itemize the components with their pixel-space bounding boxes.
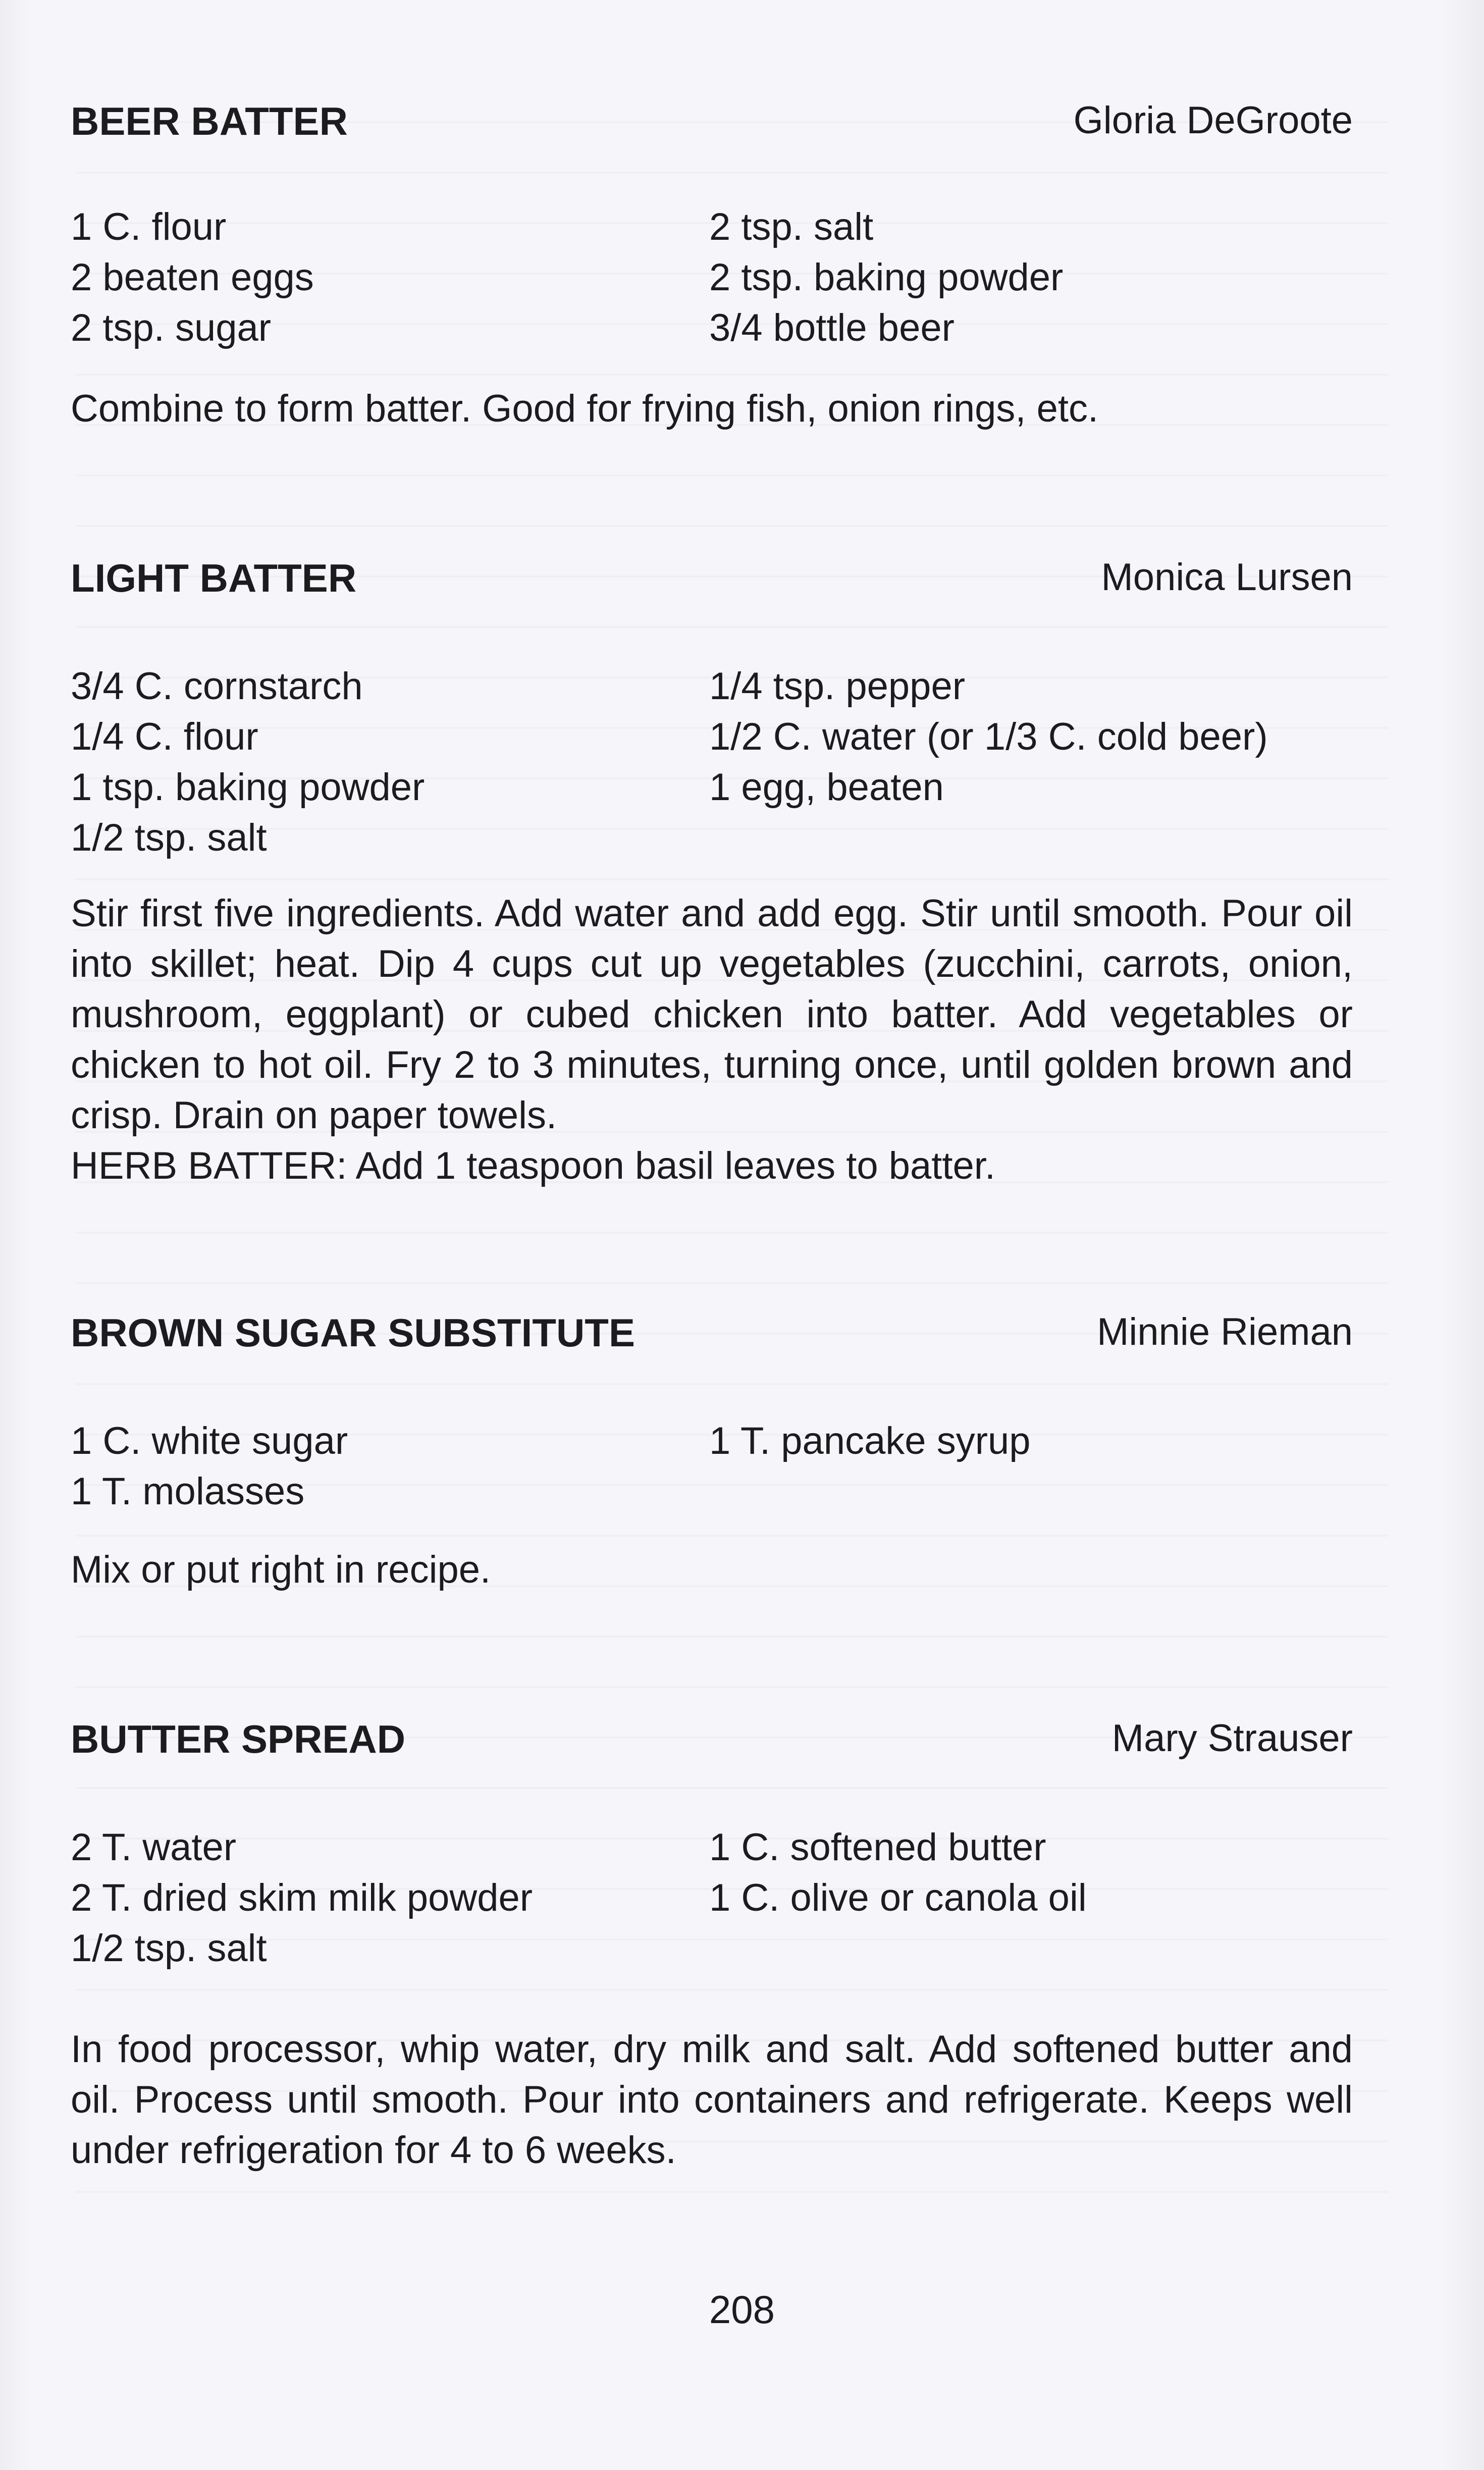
recipe-header (71, 1310, 1353, 1365)
ingredient: 2 tsp. salt (709, 205, 874, 248)
ingredient: 2 tsp. sugar (71, 306, 272, 349)
recipe-directions: In food processor, whip water, dry milk and salt. Add softened butter and oil. Process until smooth. Pour into containers and refrigerate. Keeps well under refrigeration for 4 to 6 weeks. (71, 2028, 1353, 2172)
recipe-directions: Combine to form batter. Good for frying fish, onion rings, etc. (71, 387, 1099, 430)
recipe-light-batter (71, 555, 1353, 1187)
ingredient: 1/2 tsp. salt (71, 816, 267, 859)
recipe-directions: Stir first five ingredients. Add water and add egg. Stir until smooth. Pour oil into skillet; heat. Dip 4 cups cut up vegetables (zucchini, carrots, onion, mushroom, eggplant) or cubed chicken into batter. Add vegetables or chicken to hot oil. Fry 2 to 3 minutes, turning once, until golden brown and crisp. Drain on paper towels. (71, 892, 1353, 1137)
ingredient-column-left (71, 202, 314, 353)
ingredient: 1/2 tsp. salt (71, 1927, 267, 1970)
recipe-title: BUTTER SPREAD (71, 1717, 406, 1761)
ingredient: 1 C. olive or canola oil (709, 1876, 1087, 1919)
ingredient: 2 tsp. baking powder (709, 256, 1064, 299)
ingredient-list (71, 202, 1353, 353)
recipe-author: Monica Lursen (1101, 556, 1353, 599)
recipe-title: BROWN SUGAR SUBSTITUTE (71, 1310, 635, 1355)
recipe-author: Minnie Rieman (1097, 1310, 1353, 1353)
page-number: 208 (709, 2287, 775, 2332)
ingredient-list (71, 1822, 1353, 1974)
recipe-variation: HERB BATTER: Add 1 teaspoon basil leaves to batter. (71, 1144, 996, 1187)
recipe-beer-batter (71, 98, 1353, 430)
recipe-author: Mary Strauser (1111, 1717, 1353, 1760)
ingredient-column-left (71, 661, 425, 863)
ingredient: 1 C. flour (71, 205, 227, 248)
ingredient-column-right (709, 1416, 1031, 1466)
ingredient-column-right (709, 1822, 1087, 1923)
ingredient: 1 C. softened butter (709, 1826, 1046, 1869)
ingredient: 1/4 C. flour (71, 715, 258, 758)
recipe-header (71, 98, 1353, 154)
recipe-brown-sugar-substitute (71, 1310, 1353, 1591)
recipe-author: Gloria DeGroote (1073, 99, 1353, 142)
recipe-header (71, 555, 1353, 611)
ingredient: 1 T. pancake syrup (709, 1420, 1031, 1462)
ingredient: 1 egg, beaten (709, 766, 944, 809)
recipe-title: LIGHT BATTER (71, 556, 357, 600)
ingredient: 2 T. dried skim milk powder (71, 1876, 533, 1919)
recipe-directions: Mix or put right in recipe. (71, 1548, 491, 1591)
ingredient-column-right (709, 661, 1268, 813)
ingredient: 3/4 bottle beer (709, 306, 955, 349)
ingredient-column-left (71, 1416, 348, 1517)
recipe-title: BEER BATTER (71, 99, 348, 143)
ingredient: 1 tsp. baking powder (71, 766, 425, 809)
ingredient-list (71, 1416, 1353, 1517)
ingredient: 1 T. molasses (71, 1470, 305, 1513)
ingredient: 2 beaten eggs (71, 256, 314, 299)
ingredient: 1 C. white sugar (71, 1420, 348, 1462)
ingredient: 3/4 C. cornstarch (71, 665, 363, 708)
ingredient: 1/4 tsp. pepper (709, 665, 966, 708)
ingredient-list (71, 661, 1353, 863)
recipe-header (71, 1716, 1353, 1772)
recipe-butter-spread (71, 1716, 1353, 2172)
ingredient: 2 T. water (71, 1826, 237, 1869)
ingredient-column-right (709, 202, 1063, 353)
ingredient-column-left (71, 1822, 533, 1974)
ingredient: 1/2 C. water (or 1/3 C. cold beer) (709, 715, 1268, 758)
